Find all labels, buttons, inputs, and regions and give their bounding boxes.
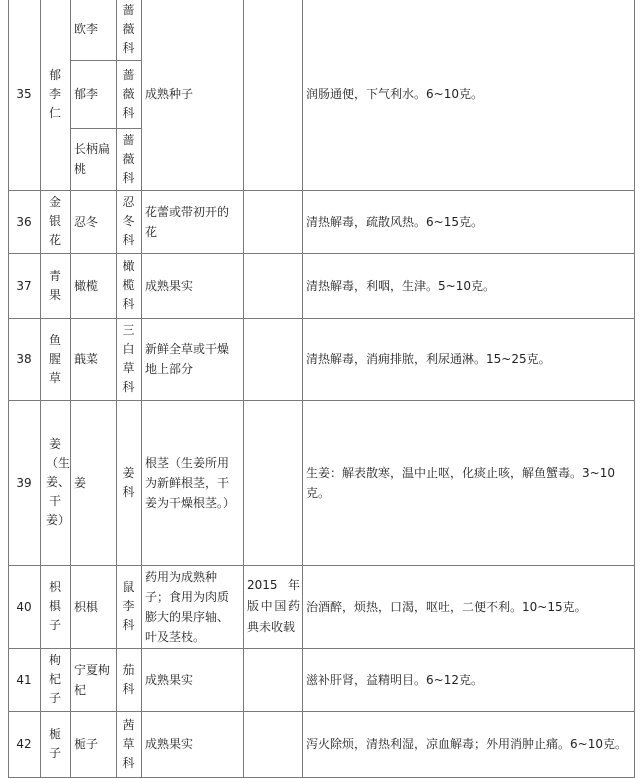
herb-name: 枸杞子 [48,653,61,705]
column-divider [634,0,635,777]
source-plant-cell [70,711,116,777]
plant-family: 三白草科 [122,323,135,394]
row-number: 35 [16,87,32,101]
source-plant-cell [70,318,116,400]
herb-name-cell [42,711,68,777]
plant-family: 蔷薇科 [122,67,135,120]
plant-family: 忍冬科 [122,195,135,247]
row-number: 36 [16,214,32,229]
plant-family: 橄榄科 [122,259,135,311]
herb-name: 青果 [48,268,61,302]
plant-family: 蔷薇科 [122,132,135,185]
effect-and-dosage: 滋补肝肾，益精明目。6~12克。 [306,672,483,687]
herb-name-cell [42,0,68,190]
medicinal-part-cell [141,253,243,318]
effect-and-dosage-cell [302,400,634,565]
herb-name: 鱼腥草 [48,332,61,385]
medicinal-part-cell [141,318,243,400]
source-plant-cell [70,128,116,190]
source-plant: 蕺菜 [74,352,99,366]
medicinal-part: 成熟种子 [145,87,194,101]
plant-family-cell [117,60,140,128]
herb-name-cell [42,253,68,318]
medicinal-part-cell [141,711,243,777]
note: 2015 年版中国药典未收载 [247,578,300,634]
effect-and-dosage: 泻火除烦，清热利湿，凉血解毒；外用消肿止痛。6~10克。 [306,737,627,751]
plant-family-cell [117,711,140,777]
row-number: 40 [16,599,32,614]
column-divider [40,0,41,777]
plant-family: 茄科 [122,662,135,696]
medicinal-part-cell [141,565,243,648]
herb-name-cell [42,648,68,711]
note-cell [243,400,302,565]
herb-name: 栀子 [48,727,61,760]
source-plant: 郁李 [74,87,99,101]
source-plant-cell [70,190,116,253]
plant-family-cell [117,253,140,318]
plant-family-cell [117,400,140,565]
source-plant: 橄榄 [74,278,99,293]
medicinal-part: 成熟果实 [145,737,194,751]
note-cell [243,253,302,318]
plant-family: 茜草科 [122,717,135,770]
source-plant: 宁夏枸杞 [74,662,111,697]
herb-name-cell [42,318,68,400]
effect-and-dosage-cell [302,318,634,400]
medicinal-part: 根茎（生姜所用为新鲜根茎，干姜为干燥根茎。） [145,455,236,510]
plant-family: 鼠李科 [122,580,135,632]
plant-family-cell [117,128,140,190]
medicinal-part-cell [141,400,243,565]
row-number-cell [8,400,40,565]
source-plant: 忍冬 [74,214,99,229]
medicinal-part-cell [141,648,243,711]
plant-family-cell [117,0,140,60]
effect-and-dosage-cell [302,648,634,711]
source-plant: 栀子 [74,737,99,751]
row-number-cell [8,565,40,648]
source-plant-cell [70,400,116,565]
plant-family-cell [117,648,140,711]
plant-family-cell [117,565,140,648]
source-plant-cell [70,253,116,318]
row-number: 42 [16,737,32,751]
effect-and-dosage: 生姜：解表散寒，温中止呕，化痰止咳，解鱼蟹毒。3~10克。 [306,465,615,500]
effect-and-dosage-cell [302,0,634,190]
herb-name: 郁李仁 [48,67,61,120]
medicinal-part: 花蕾或带初开的花 [145,204,230,239]
medicinal-part: 药用为成熟种子；食用为肉质膨大的果序轴、叶及茎枝。 [145,569,230,644]
herb-name-cell [42,400,71,565]
source-plant: 长柄扁桃 [74,142,111,176]
effect-and-dosage: 清热解毒，疏散风热。6~15克。 [306,214,483,229]
note-cell [243,711,302,777]
medicinal-part-cell [141,190,243,253]
medicinal-part-cell [141,0,243,190]
medicinal-part: 成熟果实 [145,672,194,687]
source-plant-cell [70,0,116,60]
plant-family: 蔷薇科 [122,2,135,55]
source-plant-cell [70,648,116,711]
row-number: 39 [16,475,32,490]
medicinal-part: 新鲜全草或干燥地上部分 [145,342,230,376]
effect-and-dosage-cell [302,190,634,253]
source-plant: 姜 [74,475,87,490]
row-number: 41 [16,672,32,687]
effect-and-dosage-cell [302,565,634,648]
herb-name: 金银花 [48,195,61,247]
effect-and-dosage: 清热解毒，消痈排脓，利尿通淋。15~25克。 [306,352,551,366]
effect-and-dosage: 治酒醉，烦热，口渴，呕吐，二便不利。10~15克。 [306,599,587,614]
row-number-cell [8,190,40,253]
source-plant-cell [70,565,116,648]
herb-name-cell [42,190,68,253]
source-plant: 枳椇 [74,599,99,614]
note-cell [243,0,302,190]
herb-name-cell [42,565,68,648]
row-number-cell [8,253,40,318]
medicinal-part: 成熟果实 [145,278,194,293]
row-number: 37 [16,278,32,293]
herb-name: 枳椇子 [48,580,61,632]
note-cell [243,318,302,400]
effect-and-dosage-cell [302,253,634,318]
effect-and-dosage: 清热解毒，利咽，生津。5~10克。 [306,278,495,293]
row-number-cell [8,648,40,711]
row-number-cell [8,318,40,400]
plant-family-cell [117,318,140,400]
row-number-cell [8,711,40,777]
row-number-cell [8,0,40,190]
source-plant-cell [70,60,116,128]
note-cell [243,648,302,711]
plant-family-cell [117,190,140,253]
source-plant: 欧李 [74,22,99,36]
note-cell [243,190,302,253]
effect-and-dosage-cell [302,711,634,777]
plant-family: 姜科 [122,465,135,499]
effect-and-dosage: 润肠通便，下气利水。6~10克。 [306,87,483,101]
note-cell [243,565,302,648]
herb-name: 姜（生姜、干姜） [46,437,71,527]
row-number: 38 [16,352,32,366]
